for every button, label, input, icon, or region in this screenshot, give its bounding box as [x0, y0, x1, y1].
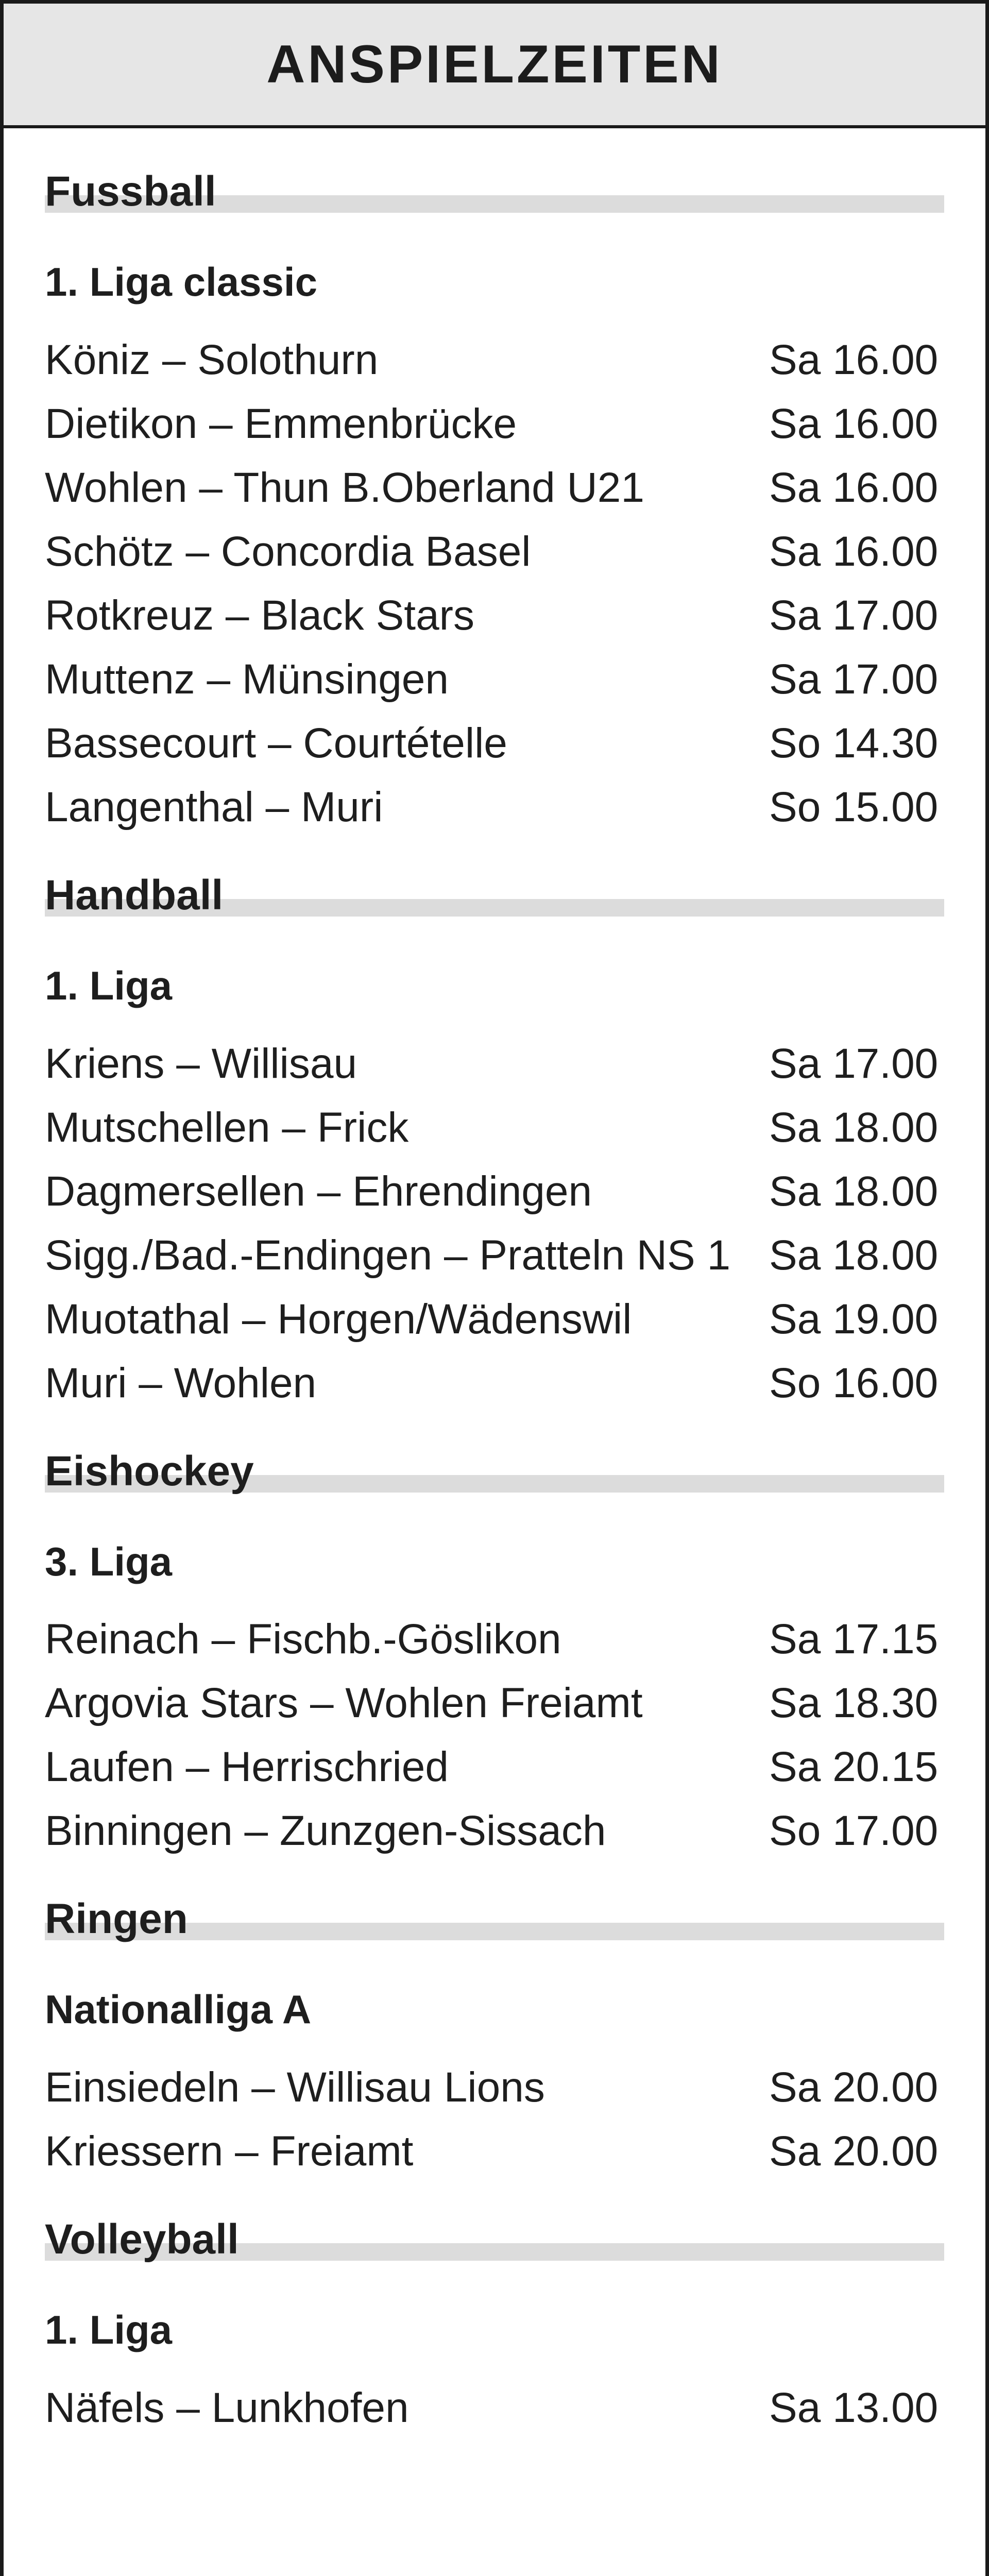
game-time: Sa 18.00: [769, 1167, 939, 1215]
game-time: Sa 17.15: [769, 1616, 939, 1663]
game-match: Schötz – Concordia Basel: [45, 528, 531, 575]
game-match: Näfels – Lunkhofen: [45, 2384, 409, 2431]
game-row: [45, 1671, 944, 1735]
game-time: Sa 16.00: [769, 464, 939, 511]
game-match: Reinach – Fischb.-Göslikon: [45, 1616, 561, 1663]
game-row: [45, 1607, 944, 1671]
game-time: So 14.30: [769, 719, 939, 767]
sport-header: [45, 1888, 944, 1952]
sport-header: [45, 864, 944, 928]
game-row: [45, 2376, 944, 2440]
game-time: Sa 13.00: [769, 2384, 939, 2431]
game-row: [45, 1799, 944, 1863]
game-time: Sa 19.00: [769, 1295, 939, 1343]
league-name: 1. Liga: [45, 962, 173, 1008]
page-title: ANSPIELZEITEN: [266, 34, 723, 94]
game-row: [45, 1287, 944, 1351]
game-row: [45, 1735, 944, 1799]
sport-header: [45, 2208, 944, 2272]
game-row: [45, 1032, 944, 1096]
league-name: 1. Liga classic: [45, 259, 317, 304]
game-row: [45, 1096, 944, 1160]
sport-header: [45, 1440, 944, 1504]
game-match: Kriens – Willisau: [45, 1040, 357, 1087]
game-match: Langenthal – Muri: [45, 783, 383, 831]
title-bar: [4, 4, 985, 128]
sport-section-volleyball: [45, 2208, 944, 2440]
sport-section-ringen: [45, 1888, 944, 2183]
game-match: Mutschellen – Frick: [45, 1104, 409, 1151]
game-match: Bassecourt – Courtételle: [45, 719, 507, 767]
game-row: [45, 775, 944, 839]
game-row: [45, 328, 944, 392]
sport-name: Eishockey: [45, 1447, 254, 1495]
game-row: [45, 584, 944, 648]
sport-name: Fussball: [45, 168, 216, 215]
sport-section-eishockey: [45, 1440, 944, 1863]
game-match: Argovia Stars – Wohlen Freiamt: [45, 1680, 643, 1727]
game-match: Muotathal – Horgen/Wädenswil: [45, 1295, 632, 1343]
game-match: Köniz – Solothurn: [45, 336, 379, 383]
sport-header: [45, 160, 944, 224]
game-time: Sa 16.00: [769, 400, 939, 447]
league-name: Nationalliga A: [45, 1987, 312, 2032]
game-match: Dagmersellen – Ehrendingen: [45, 1167, 592, 1215]
sport-section-fussball: [45, 160, 944, 839]
game-row: [45, 1160, 944, 1224]
game-time: So 15.00: [769, 783, 939, 831]
game-row: [45, 2120, 944, 2183]
game-time: Sa 18.30: [769, 1680, 939, 1727]
game-row: [45, 392, 944, 456]
game-match: Einsiedeln – Willisau Lions: [45, 2064, 545, 2111]
game-row: [45, 1351, 944, 1415]
sport-name: Volleyball: [45, 2216, 239, 2263]
game-time: Sa 17.00: [769, 1040, 939, 1087]
game-time: Sa 16.00: [769, 528, 939, 575]
game-row: [45, 520, 944, 584]
game-row: [45, 1224, 944, 1287]
game-time: Sa 17.00: [769, 655, 939, 703]
game-row: [45, 2056, 944, 2120]
sport-name: Handball: [45, 871, 224, 919]
game-match: Dietikon – Emmenbrücke: [45, 400, 517, 447]
game-match: Rotkreuz – Black Stars: [45, 591, 474, 639]
game-match: Binningen – Zunzgen-Sissach: [45, 1807, 606, 1855]
game-match: Laufen – Herrischried: [45, 1743, 449, 1791]
game-time: Sa 20.00: [769, 2064, 939, 2111]
game-time: So 17.00: [769, 1807, 939, 1855]
league-name: 1. Liga: [45, 2307, 173, 2353]
game-time: Sa 18.00: [769, 1104, 939, 1151]
game-row: [45, 456, 944, 520]
game-time: So 16.00: [769, 1359, 939, 1406]
game-match: Kriessern – Freiamt: [45, 2128, 414, 2175]
sport-name: Ringen: [45, 1895, 188, 1943]
game-time: Sa 20.15: [769, 1743, 939, 1791]
sport-section-handball: [45, 864, 944, 1415]
game-match: Muri – Wohlen: [45, 1359, 317, 1406]
game-time: Sa 18.00: [769, 1231, 939, 1279]
game-row: [45, 711, 944, 775]
game-match: Sigg./Bad.-Endingen – Pratteln NS 1: [45, 1231, 731, 1279]
game-row: [45, 648, 944, 711]
league-name: 3. Liga: [45, 1538, 173, 1584]
game-time: Sa 16.00: [769, 336, 939, 383]
game-time: Sa 17.00: [769, 591, 939, 639]
schedule-content: [4, 160, 985, 2440]
game-time: Sa 20.00: [769, 2128, 939, 2175]
game-match: Muttenz – Münsingen: [45, 655, 449, 703]
game-match: Wohlen – Thun B.Oberland U21: [45, 464, 644, 511]
